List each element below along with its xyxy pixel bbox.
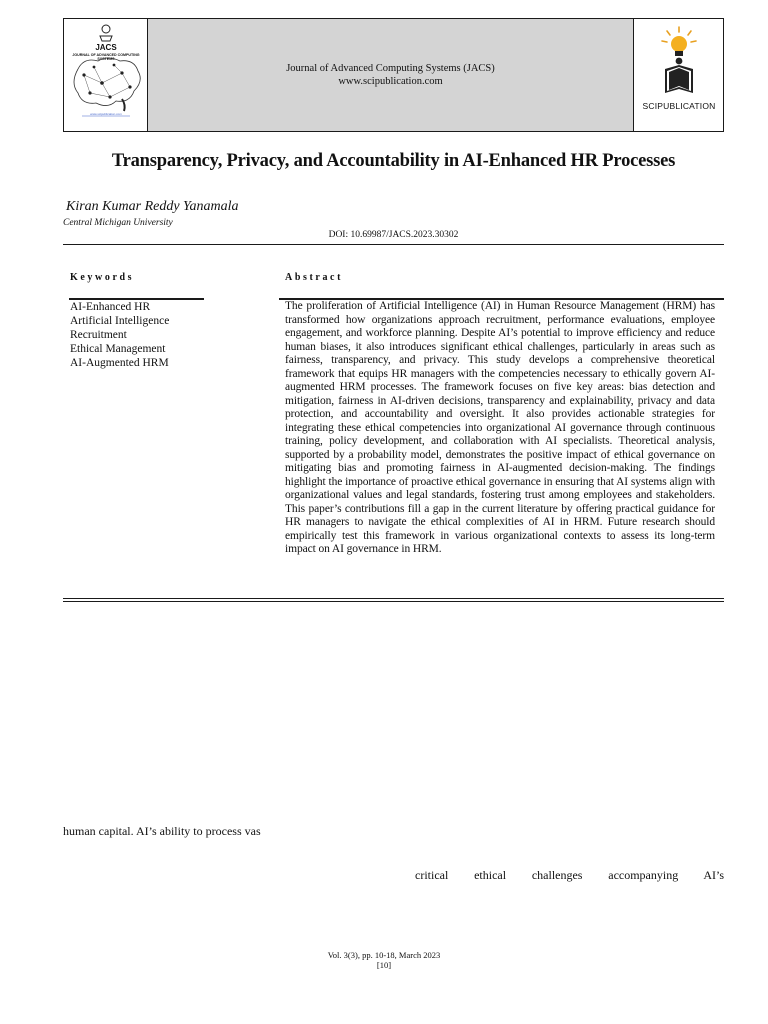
doi[interactable]: DOI: 10.69987/JACS.2023.30302 <box>328 230 459 240</box>
scipublication-logo <box>633 19 723 131</box>
journal-info <box>148 19 633 131</box>
author-name: Kiran Kumar Reddy Yanamala <box>66 199 239 214</box>
page-footer <box>0 950 768 970</box>
body-text-fragment: critical ethical challenges accompanying AI’s <box>415 868 724 882</box>
abstract-bottom-rule-double <box>63 601 724 602</box>
lightbulb-book-icon <box>634 19 724 101</box>
keyword-item: AI-Enhanced HR <box>70 301 151 313</box>
keywords-list <box>70 300 169 370</box>
journal-header <box>63 18 724 132</box>
journal-name: Journal of Advanced Computing Systems (JACS) <box>286 63 495 74</box>
abstract-heading: Abstract <box>285 272 344 283</box>
body-text-fragment: human capital. AI’s ability to process vas <box>63 824 261 838</box>
keyword-item: Artificial Intelligence <box>70 315 170 327</box>
article-title: Transparency, Privacy, and Accountability in AI-Enhanced HR Processes <box>111 151 676 171</box>
publisher-name: SCIPUBLICATION <box>642 101 716 111</box>
divider <box>63 244 724 245</box>
logo-full-name: JOURNAL OF ADVANCED COMPUTING SYSTEMS <box>72 53 140 61</box>
volume-info: Vol. 3(3), pp. 10-18, March 2023 <box>327 950 441 960</box>
author-affiliation: Central Michigan University <box>63 218 173 228</box>
page-number: [10] <box>376 960 392 970</box>
abstract-text: The proliferation of Artificial Intelligence (AI) in Human Resource Management (HRM) has transformed how organizations approach recruitment, performance evaluations, employee engagement, and workforce planning. Despite AI’s potential to improve efficiency and reduce human biases, it also introduces significant ethical challenges, particularly in areas such as fairness, transparency, and privacy. This study develops a comprehensive theoretical framework that equips HR managers with the competencies necessary to ethically govern AI-augmented HRM processes. The framework focuses on five key areas: bias detection and mitigation, fairness in AI-driven decisions, transparency and explainability, privacy and data protection, and accountability and oversight. It also provides actionable strategies for integrating these ethical competencies into organizational AI governance through continuous training, policy development, and collaboration with AI specialists. Theoretical analysis, supported by a probability model, demonstrates the positive impact of ethical governance on mitigating bias and promoting fairness in AI-augmented decision-making. The findings highlight the importance of proactive ethical governance in ensuring that AI systems align with organizational values and legal standards, fostering trust among employees and stakeholders. This paper’s contributions fill a gap in the current literature by offering practical guidance for HR managers to navigate the ethical complexities of AI in HRM. Future research should empirically test this framework in various organizational contexts to assess its long-term impact on AI governance in HRM. <box>285 300 715 555</box>
jacs-logo <box>64 19 148 131</box>
logo-abbrev: JACS <box>95 43 117 52</box>
logo-url: www.scipublication.com <box>90 112 122 116</box>
keywords-heading: Keywords <box>70 272 135 283</box>
keyword-item: Ethical Management <box>70 343 166 355</box>
keyword-item: AI-Augmented HRM <box>70 357 169 369</box>
journal-website[interactable]: www.scipublication.com <box>338 76 443 87</box>
keyword-item: Recruitment <box>70 329 127 341</box>
abstract-bottom-rule <box>63 598 724 599</box>
